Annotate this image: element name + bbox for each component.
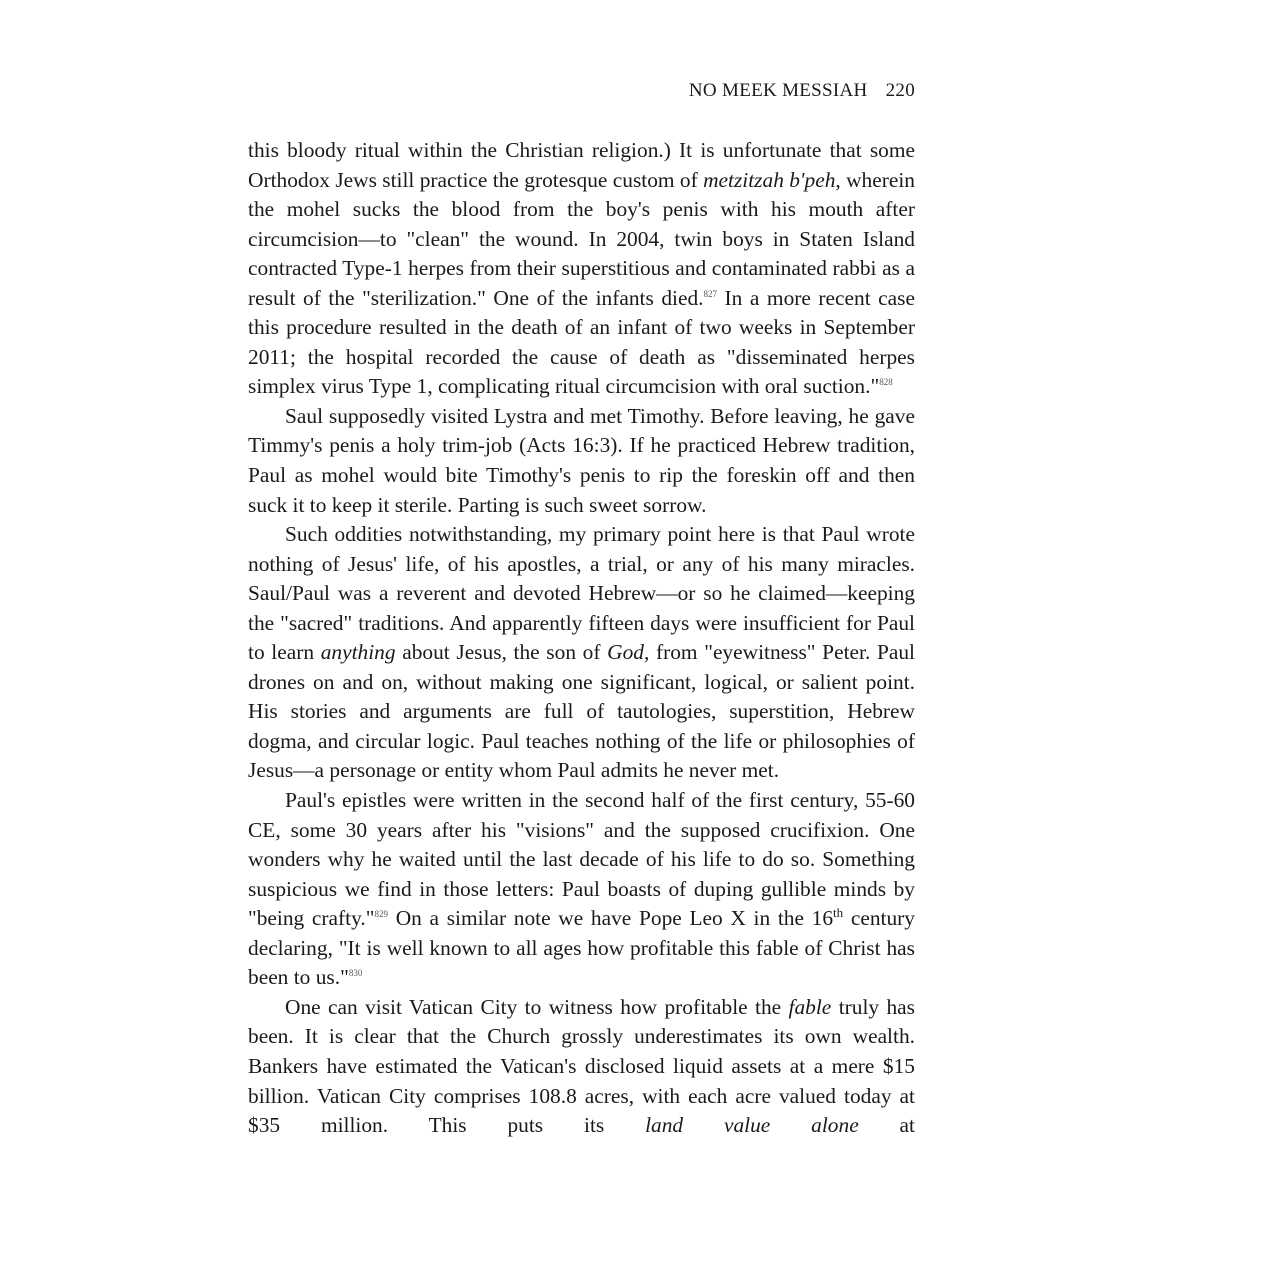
- running-head: [248, 78, 915, 104]
- page-body: [248, 136, 915, 1141]
- footnote-ref[interactable]: 827: [703, 288, 718, 299]
- paragraph-text: century declaring, "It is well known to all ages how profitable this fable of Christ has been to us.": [248, 906, 915, 990]
- paragraph-text: this bloody ritual within the Christian religion.) It is unfortunate that some Orthodox Jews still practice the grotesque custom of: [248, 138, 915, 192]
- ordinal-suffix: th: [833, 905, 844, 921]
- paragraph-text: about Jesus, the son of: [395, 640, 608, 665]
- footnote-ref[interactable]: 830: [348, 968, 363, 979]
- paragraph-text: Such oddities notwithstanding, my primary point here is that Paul wrote nothing of Jesus' life, of his apostles, a trial, or any of his many miracles. Saul/Paul was a reverent and devoted Hebrew—or so he claimed—keeping the "sacred" traditions. And apparently fifteen days were insufficient for Paul to learn: [248, 522, 915, 665]
- paragraph-5: [248, 993, 915, 1141]
- italic-term: God: [607, 640, 644, 665]
- paragraph-text: , from "eyewitness" Peter. Paul drones on and on, without making one significant, logical, or salient point. His stories and arguments are full of tautologies, superstition, Hebrew dogma, and circular logic. Paul teaches nothing of the life or philosophies of Jesus—a personage or entity whom Paul admits he never met.: [248, 640, 915, 783]
- paragraph-text: One can visit Vatican City to witness how profitable the: [285, 994, 789, 1019]
- paragraph-3: [248, 520, 915, 786]
- paragraph-text: Paul's epistles were written in the second half of the first century, 55-60 CE, some 30 years after his "visions" and the supposed crucifixion. One wonders why he waited until the last decade of his life to do so. Something suspicious we find in those letters: Paul boasts of duping gullible minds by "being crafty.": [248, 788, 915, 931]
- italic-term: metzitzah b'peh: [703, 167, 836, 192]
- italic-term: anything: [320, 640, 396, 665]
- italic-term: land value alone: [645, 1113, 859, 1138]
- paragraph-text: at: [858, 1113, 915, 1138]
- paragraph-4: [248, 786, 915, 993]
- paragraph-text: Saul supposedly visited Lystra and met Timothy. Before leaving, he gave Timmy's penis a holy trim-job (Acts 16:3). If he practiced Hebrew tradition, Paul as mohel would bite Timothy's penis to rip the foreskin off and then suck it to keep it sterile. Parting is such sweet sorrow.: [248, 403, 915, 517]
- paragraph-text: truly has been. It is clear that the Church grossly underestimates its own wealth. Bankers have estimated the Vatican's disclosed liquid assets at a mere $15 billion. Vatican City comprises 108.8 acres, with each acre valued today at $35 million. This puts its: [248, 994, 915, 1138]
- paragraph-text: In a more recent case this procedure resulted in the death of an infant of two weeks in September 2011; the hospital recorded the cause of death as "disseminated herpes simplex virus Type 1, complicating ritual circumcision with oral suction.": [248, 285, 915, 399]
- paragraph-text: , wherein the mohel sucks the blood from the boy's penis with his mouth after circumcision—to "clean" the wound. In 2004, twin boys in Staten Island contracted Type-1 herpes from their superstitious and contaminated rabbi as a result of the "sterilization." One of the infants died.: [248, 167, 915, 310]
- page-number: 220: [885, 80, 915, 101]
- footnote-ref[interactable]: 828: [879, 377, 893, 388]
- footnote-ref[interactable]: 829: [374, 909, 389, 920]
- paragraph-text: On a similar note we have Pope Leo X in the 16: [388, 906, 834, 931]
- book-title: NO MEEK MESSIAH: [688, 80, 868, 101]
- paragraph-2: [248, 402, 915, 520]
- paragraph-1: [248, 136, 915, 402]
- italic-term: fable: [788, 994, 832, 1019]
